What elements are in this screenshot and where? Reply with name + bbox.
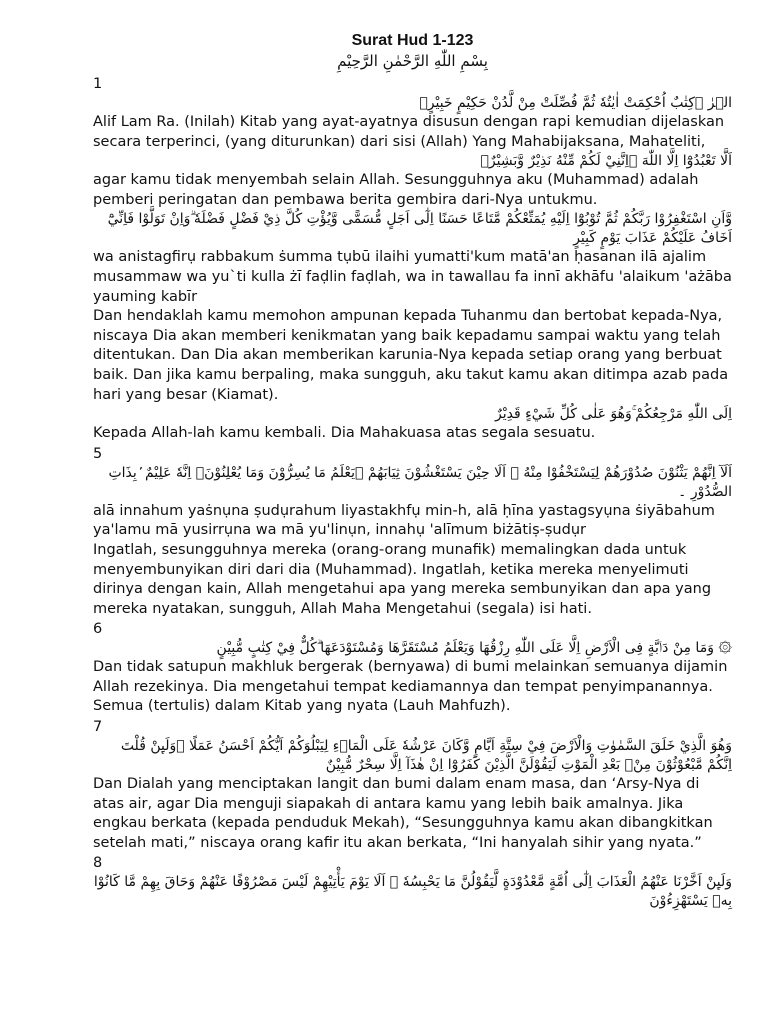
arabic-text: اِلَى اللّٰهِ مَرْجِعُكُمْ ۚوَهُوَ عَلٰى كُلِّ شَيْءٍ قَدِيْرٌ [495,406,732,423]
translation-text: Dan Dialah yang menciptakan langit dan bumi dalam enam masa, dan ‘Arsy-Nya di atas air, agar Dia menguji siapakah di antara kamu yang lebih baik amalnya. Jika engkau berkata (kepada penduduk Mekah), “Sesungguhnya kamu akan dibangkitkan setelah mati,” niscaya orang kafir itu akan berkata, “Ini hanyalah sihir yang nyata.” [93,776,713,851]
translation-text: Alif Lam Ra. (Inilah) Kitab yang ayat-ayatnya disusun dengan rapi kemudian dijelaskan secara terperinci, (yang diturunkan) dari sisi (Allah) Yang Mahabijaksana, Mahateliti, [93,114,725,150]
arabic-text: اَلَّا تَعْبُدُوْٓا اِلَّا اللّٰهَ ۗاِنَّنِيْ لَكُمْ مِّنْهُ نَذِيْرٌ وَّبَشِيْرٌۙ [480,153,732,170]
verse-3 [93,210,732,405]
verse-4 [93,405,732,444]
arabic-text: الۤرٰ ۗكِتٰبٌ اُحْكِمَتْ اٰيٰتُهٗ ثُمَّ فُصِّلَتْ مِنْ لَّدُنْ حَكِيْمٍ خَبِيْرٍۙ [419,95,732,111]
arabic-text: ۞ وَمَا مِنْ دَاۤبَّةٍ فِى الْاَرْضِ اِلَّا عَلَى اللّٰهِ رِزْقُهَا وَيَعْلَمُ مُسْتَقَرَّهَا وَمُسْتَوْدَعَهَا ۗكُلٌّ فِيْ كِتٰبٍ مُّبِيْنٍ [216,640,732,657]
verse-number: 1 [93,76,103,92]
translation-text: Kepada Allah-lah kamu kembali. Dia Mahakuasa atas segala sesuatu. [93,425,596,442]
document-title: Surat Hud 1-123 [351,32,474,49]
verse-8 [93,853,732,911]
verse-number: 8 [93,855,103,872]
translation-text: Dan tidak satupun makhluk bergerak (bernyawa) di bumi melainkan semuanya dijamin Allah rezekinya. Dia mengetahui tempat kediamannya dan tempat penyimpanannya. Semua (tertulis) dalam Kitab yang nyata (Lauh Mahfuzh). [93,659,728,715]
translation-text: Ingatlah, sesungguhnya mereka (orang-orang munafik) memalingkan dada untuk menyembunyikan diri dari dia (Muhammad). Ingatlah, ketika mereka menyelimuti dirinya dengan kain, Allah mengetahui apa yang mereka sembunyikan dan apa yang mereka nyatakan, sungguh, Allah Maha Mengetahui (segala) isi hati. [93,541,712,617]
translation-text: agar kamu tidak menyembah selain Allah. Sesungguhnya aku (Muhammad) adalah pemberi peringatan dan pembawa berita gembira dari-Nya untukmu. [93,172,699,208]
basmala: بِسْمِ اللّٰهِ الرَّحْمٰنِ الرَّحِيْمِ [337,52,488,70]
verse-number: 6 [93,621,103,638]
verse-2 [93,152,732,210]
arabic-text: وَلَىِٕنْ اَخَّرْنَا عَنْهُمُ الْعَذَابَ اِلٰٓى اُمَّةٍ مَّعْدُوْدَةٍ لَّيَقُوْلُنَّ مَا يَحْبِسُهٗ ۗ اَلَا يَوْمَ يَأْتِيْهِمْ لَيْسَ مَصْرُوْفًا عَنْهُمْ وَحَاقَ بِهِمْ مَّا كَانُوْا بِهٖ يَسْتَهْزِءُوْنَ [93,874,732,910]
verse-6 [93,619,732,717]
verse-number: 5 [93,445,103,462]
arabic-text: وَّاَنِ اسْتَغْفِرُوْا رَبَّكُمْ ثُمَّ تُوْبُوْٓا اِلَيْهِ يُمَتِّعْكُمْ مَّتَاعًا حَسَنًا اِلٰٓى اَجَلٍ مُّسَمًّى وَّيُؤْتِ كُلَّ ذِيْ فَضْلٍ فَضْلَهٗ ۗوَاِنْ تَوَلَّوْا فَاِنِّيْٓ اَخَافُ عَلَيْكُمْ عَذَابَ يَوْمٍ كَبِيْرٍ [107,211,732,247]
verse-7 [93,717,732,853]
verse-number: 7 [93,719,103,736]
verse-5 [93,444,732,620]
arabic-text: وَهُوَ الَّذِيْ خَلَقَ السَّمٰوٰتِ وَالْاَرْضَ فِيْ سِتَّةِ اَيَّامٍ وَّكَانَ عَرْشُهٗ عَلَى الْمَاۤءِ لِيَبْلُوَكُمْ اَيُّكُمْ اَحْسَنُ عَمَلًا ۗوَلَىِٕنْ قُلْتَ اِنَّكُمْ مَّبْعُوْثُوْنَ مِنْۢ بَعْدِ الْمَوْتِ لَيَقُوْلَنَّ الَّذِيْنَ كَفَرُوْٓا اِنْ هٰذَآ اِلَّا سِحْرٌ مُّبِيْنٌ [120,738,732,774]
translation-text: Dan hendaklah kamu memohon ampunan kepada Tuhanmu dan bertobat kepada-Nya, niscaya Dia akan memberi kenikmatan yang baik kepadamu sampai waktu yang telah ditentukan. Dan Dia akan memberikan karunia-Nya kepada setiap orang yang berbuat baik. Dan jika kamu berpaling, maka sungguh, aku takut kamu akan ditimpa azab pada hari yang besar (Kiamat). [93,308,729,403]
verse-1 [93,74,732,152]
transliteration-text: alā innahum yaṡnụna ṣudụrahum liyastakhfụ min-h, alā ḥīna yastagsyụna ṡiyābahum ya'lamu mā yusirrụna wa mā yu'linụn, innahụ 'alīmum biżātiṣ-ṣudụr [93,502,715,539]
transliteration-text: wa anistagfirụ rabbakum ṡumma tụbū ilaihi yumatti'kum matā'an ḥasanan ilā ajalim musammaw wa yu`ti kulla żī faḍlin faḍlah, wa in tawallau fa innī akhāfu 'alaikum 'ażāba yauming kabīr [93,249,732,305]
arabic-text: اَلَآ اِنَّهُمْ يَثْنُوْنَ صُدُوْرَهُمْ لِيَسْتَخْفُوْا مِنْهُ ۗ اَلَا حِيْنَ يَسْتَغْشُوْنَ ثِيَابَهُمْ ۙيَعْلَمُ مَا يُسِرُّوْنَ وَمَا يُعْلِنُوْنَۚ اِنَّهٗ عَلِيْمٌ ۢبِذَاتِ الصُّدُوْرِ ۔ [108,464,732,500]
